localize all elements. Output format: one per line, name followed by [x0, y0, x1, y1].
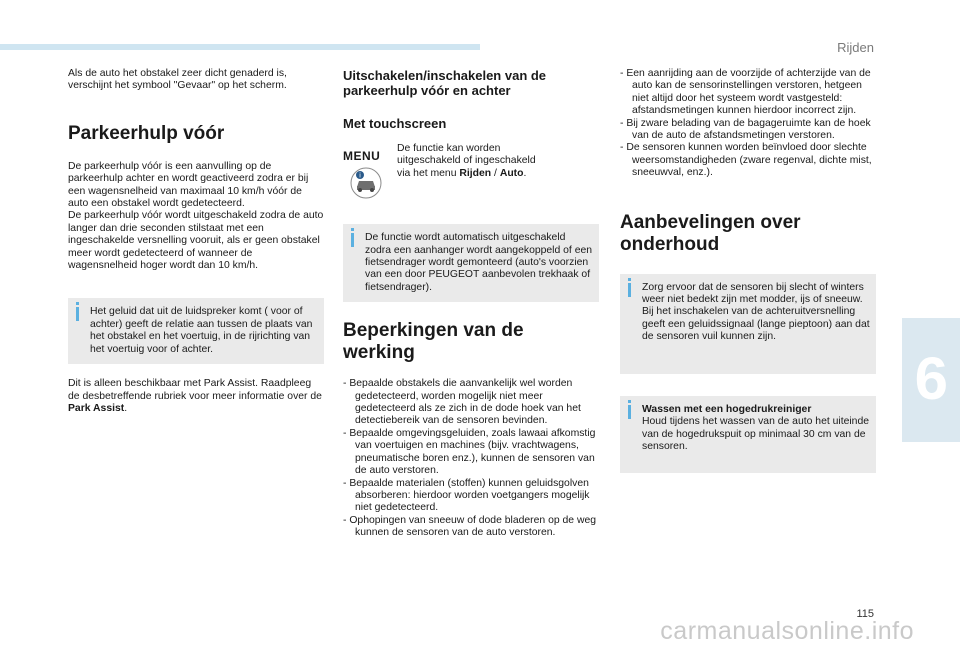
header-bar [0, 44, 480, 50]
note-text: Het geluid dat uit de luidspreker komt ( voor of achter) geeft de relatie aan tussen de plaats van het obstakel en het voertuig, in de rijrichting van het voertuig voor of achter. [90, 306, 313, 355]
section-label: Rijden [837, 40, 874, 55]
info-icon [351, 233, 354, 247]
note-text: De functie wordt automatisch uitgeschakeld zodra een aanhanger wordt aangekoppeld of een fietsendrager wordt gemonteerd (auto's voorzien van een door PEUGEOT aanbevolen trekhaak of fietsendrager). [365, 232, 593, 293]
list-item: - Bepaalde omgevingsgeluiden, zoals lawaai afkomstig van voertuigen en machines (bijv. vrachtwagens, pneumatische boren enz.), kunnen de sensoren van de auto verstoren. [343, 427, 596, 477]
list-item: - Bij zware belading van de bagageruimte kan de hoek van de auto de afstandsmetingen verstoren. [620, 117, 871, 142]
list-item: - Een aanrijding aan de voorzijde of achterzijde van de auto kan de sensorinstellingen verstoren, hetgeen niet altijd door het systeem wordt vastgesteld: afstandsmetingen kunnen hierdoor incorrect zijn. [620, 68, 871, 117]
column-3 [620, 68, 876, 473]
chapter-number: 6 [914, 345, 948, 412]
info-note-washing [620, 396, 876, 474]
body-text-2: De parkeerhulp vóór wordt uitgeschakeld zodra de auto langer dan drie seconden stilstaat met een ingeschakelde versnelling vooruit, als er geen obstakel meer wordt gedetecteerd of wanneer de wagensnelheid hoger wordt dan 10 km/h. [68, 210, 324, 272]
svg-text:i: i [359, 172, 361, 180]
menu-label: MENU [343, 149, 381, 163]
info-icon [76, 307, 79, 321]
title-uitschakelen: Uitschakelen/inschakelen van de parkeerhulp vóór en achter [343, 68, 547, 98]
subtitle-touchscreen: Met touchscreen [343, 116, 447, 131]
outro-text: Dit is alleen beschikbaar met Park Assist. Raadpleeg de desbetreffende rubriek voor meer informatie over de Park Assist. [68, 378, 322, 414]
page-number: 115 [856, 608, 874, 620]
intro-text: Als de auto het obstakel zeer dicht genaderd is, verschijnt het symbool "Gevaar" op het scherm. [68, 68, 287, 92]
watermark: carmanualsonline.info [660, 617, 914, 645]
column-1 [68, 68, 324, 415]
note-text: Zorg ervoor dat de sensoren bij slecht of winters weer niet bedekt zijn met modder, ijs of sneeuw. Bij het inschakelen van de achteruitversnelling geeft een geluidssignaal (lange pieptoon) aan dat de sensoren vuil kunnen zijn. [642, 281, 870, 343]
info-icon [628, 283, 631, 297]
info-note-trailer [343, 224, 599, 302]
title-beperkingen: Beperkingen van de werking [343, 320, 524, 364]
list-item: - Ophopingen van sneeuw of dode bladeren op de weg kunnen de sensoren van de auto verstoren. [343, 514, 597, 539]
menu-icon [343, 143, 397, 180]
menu-instruction [343, 143, 599, 180]
park-assist-label: Park Assist [68, 402, 125, 414]
body-text: De parkeerhulp vóór is een aanvulling op de parkeerhulp achter en wordt geactiveerd zodra er bij een wagensnelheid van maximaal 10 km/h vóór de auto een obstakel wordt gedetecteerd. [68, 160, 309, 210]
column-2 [343, 68, 599, 540]
note-title: Wassen met een hogedrukreiniger [642, 403, 812, 415]
info-note [68, 298, 324, 364]
info-icon [628, 405, 631, 419]
title-parkeerhulp-voor: Parkeerhulp vóór [68, 122, 225, 144]
title-aanbevelingen: Aanbevelingen over onderhoud [620, 211, 801, 255]
menu-text: De functie kan worden uitgeschakeld of ingeschakeld via het menu Rijden / Auto. [397, 143, 536, 179]
info-note-maintenance [620, 274, 876, 374]
list-item: - Bepaalde obstakels die aanvankelijk wel worden gedetecteerd, worden mogelijk niet meer gedetecteerd als ze zich in de dode hoek van het detectiebereik van de sensoren bevinden. [343, 378, 581, 427]
car-icon [350, 167, 382, 199]
list-item: - De sensoren kunnen worden beïnvloed door slechte weersomstandigheden (zware regenval, dichte mist, sneeuwval, enz.). [620, 142, 872, 179]
list-item: - Bepaalde materialen (stoffen) kunnen geluidsgolven absorberen: hierdoor worden voetgangers mogelijk niet gedetecteerd. [343, 477, 590, 514]
note-text: Houd tijdens het wassen van de auto het uiteinde van de hogedrukspuit op minimaal 30 cm van de sensoren. [642, 416, 870, 452]
